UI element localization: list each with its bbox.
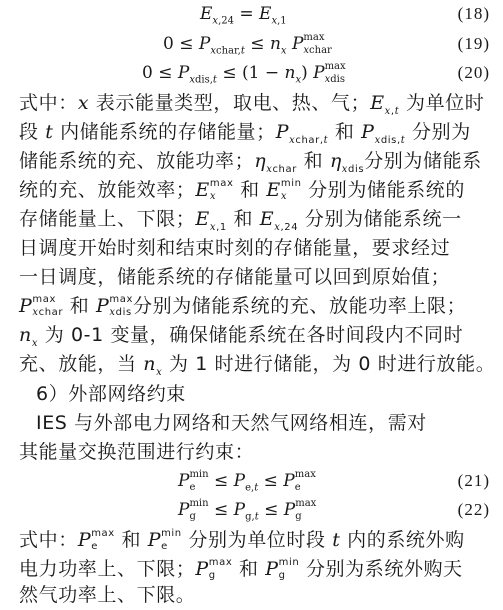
text-line: 一日调度，储能系统的存储能量可以回到原始值；	[19, 266, 451, 288]
text-line: 其能量交换范围进行约束：	[19, 441, 255, 463]
text-line: 统的充、放能效率；E max x 和 E min x 分别为储能系统的	[19, 178, 465, 202]
text-line: 段 t 内储能系统的存储能量；$P_{xchar,t}$ 和 $P_{xdis,t}$ 分别为	[19, 121, 471, 146]
text-line: IES 与外部电力网络和天然气网络相连，需对	[36, 412, 427, 434]
text-line: P max xchar 和 P max xdis 分别为储能系统的充、放能功率上限；	[19, 294, 467, 318]
equation-18: $E_{x,24} = E_{x,1}$ (18)	[200, 4, 490, 27]
equation-22: P min g ≤ $P_{g,t} \le P$ max g (22)	[178, 498, 490, 523]
text-line: 日调度开始时刻和结束时刻的存储能量，要求经过	[19, 237, 451, 259]
section-heading: 6）外部网络约束	[36, 383, 186, 405]
equation-number: (22)	[457, 500, 490, 519]
equation-number: (21)	[457, 471, 490, 490]
text-line: 存储能量上、下限；$E_{x,1}$ 和 $E_{x,24}$ 分别为储能系统一	[19, 208, 462, 233]
equation-number: (20)	[457, 63, 490, 82]
text-line: 充、放能，当 $n_x$ 为 1 时进行储能，为 0 时进行放能。	[19, 353, 496, 378]
equation-19: $0 \le P_{xchar,t} \le n_x$ P max xchar (19)	[163, 32, 490, 57]
equation-number: (18)	[457, 4, 490, 23]
equation-21: P min e ≤ $P_{e,t} \le P$ max e (21)	[178, 469, 490, 494]
text-line: 式中：x 表示能量类型，取电、热、气；$E_{x,t}$ 为单位时	[19, 92, 485, 117]
equation-20: $0 \le P_{xdis,t} \le (1 - n_x)$ P max xdis (20)	[142, 61, 490, 86]
text-line: 电力功率上、下限；P max g 和 P min g 分别为系统外购天	[19, 557, 463, 581]
text-line: $n_x$ 为 0-1 变量，确保储能系统在各时间段内不同时	[19, 324, 464, 349]
text-line: 然气功率上、下限。	[19, 584, 196, 606]
text-line: 储能系统的充、放能功率；$\eta_{xchar}$ 和 $\eta_{xdis}$分别为储能系	[19, 150, 482, 175]
text-line: 式中：P max e 和 P min e 分别为单位时段 t 内的系统外购	[19, 528, 465, 552]
equation-number: (19)	[457, 34, 490, 53]
